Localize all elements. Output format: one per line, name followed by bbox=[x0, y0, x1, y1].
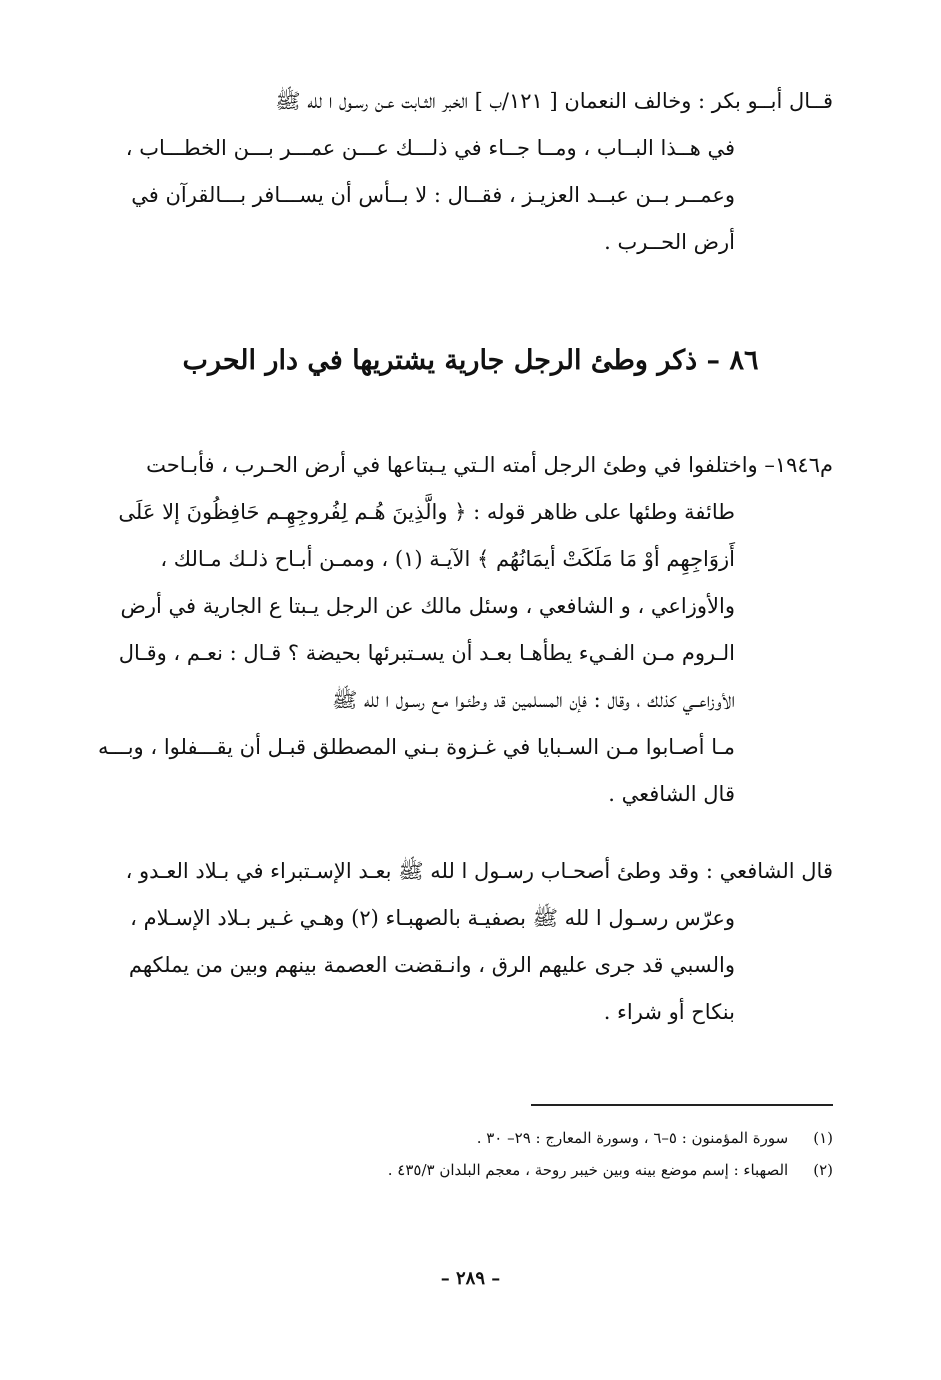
footnote bbox=[133, 1154, 833, 1186]
paragraph-abu-bakr bbox=[125, 78, 833, 266]
text-line: والأوزاعي ، و الشافعي ، وسئل مالك عن الرجل يـبتا ع الجارية في أرض bbox=[120, 594, 735, 618]
footnote-divider bbox=[531, 1104, 833, 1106]
footnote-number: (٢) bbox=[813, 1161, 833, 1179]
text-line: مـا أصـابوا مـن السـبايا في غـزوة بـني المصطلق قبـل أن يقـــفلوا ، وبـــه bbox=[97, 735, 735, 759]
text-line: في هــذا البــاب ، ومــا جــاء في ذلـــك عـــن عمـــر بـــن الخطـــاب ، bbox=[125, 136, 735, 160]
text-line: والسبي قد جرى عليهم الرق ، وانـقضت العصمة بينهم وبين من يملكهم bbox=[128, 953, 735, 977]
footnote-number: (١) bbox=[813, 1129, 833, 1147]
section-heading: ٨٦ – ذكر وطئ الرجل جارية يشتريها في دار الحرب bbox=[182, 345, 759, 376]
text-line: أرض الحــرب . bbox=[604, 230, 735, 254]
text-line: قال الشافعي . bbox=[608, 782, 735, 806]
text-line: أَزوَاجِهِم أوْ مَا مَلَكَتْ أيمَانُهُم ﴾ الآيـة (١) ، وممـن أبـاح ذلـك مـالك ، bbox=[160, 547, 735, 571]
text-line: قال الشافعي : وقد وطئ أصحـاب رسـول ا لله ﷺ بعـد الإسـتبراء في بـلاد العـدو ، bbox=[125, 859, 833, 883]
footnote bbox=[133, 1122, 833, 1154]
text-line: وعمــر بــن عبــد العزيـز ، فقــال : لا بــأس أن يســـافر بـــالقرآن في bbox=[131, 183, 735, 207]
text-line: الـروم مـن الفـيء يطأهـا بعـد أن يسـتبرئها بحيضة ؟ قـال : نعـم ، وقـال bbox=[118, 641, 735, 665]
text-line: بنكاح أو شراء . bbox=[603, 1000, 735, 1024]
text-line: قــال أبــو بكر : وخالف النعمان [ ١٢١/ب ] الخبر الثـابت عـن رسـول ا لله ﷺ bbox=[275, 89, 833, 113]
page-number: – ٢٨٩ – bbox=[440, 1268, 501, 1289]
footnote-text: الصهباء : إسم موضع بينه وبين خيبر روحة ، معجم البلدان ٤٣٥/٣ . bbox=[387, 1161, 789, 1179]
paragraph-shafii bbox=[125, 848, 833, 1036]
text-line: طائفة وطئها على ظاهر قوله : ﴿ والَّذِينَ هُـم لِفُروجِهِـم حَافِظُونَ إلا عَلَى bbox=[118, 500, 735, 524]
text-line: وعرّس رسـول ا لله ﷺ بصفيـة بالصهبـاء (٢) وهـي غـير بـلاد الإسـلام ، bbox=[130, 906, 735, 930]
footnotes bbox=[133, 1122, 833, 1186]
text-line: الأوزاعــي كذلك ، وقال : فإن المسلمين قد وطئـوا مـع رسـول ا لله ﷺ bbox=[332, 688, 735, 712]
paragraph-1946 bbox=[97, 442, 833, 818]
text-line: م١٩٤٦– واختلفوا في وطئ الرجل أمته الـتي يـبتاعها في أرض الحـرب ، فأبـاحت bbox=[146, 453, 833, 477]
footnote-text: سورة المؤمنون : ٥–٦ ، وسورة المعارج : ٢٩– ٣٠ . bbox=[476, 1129, 789, 1147]
